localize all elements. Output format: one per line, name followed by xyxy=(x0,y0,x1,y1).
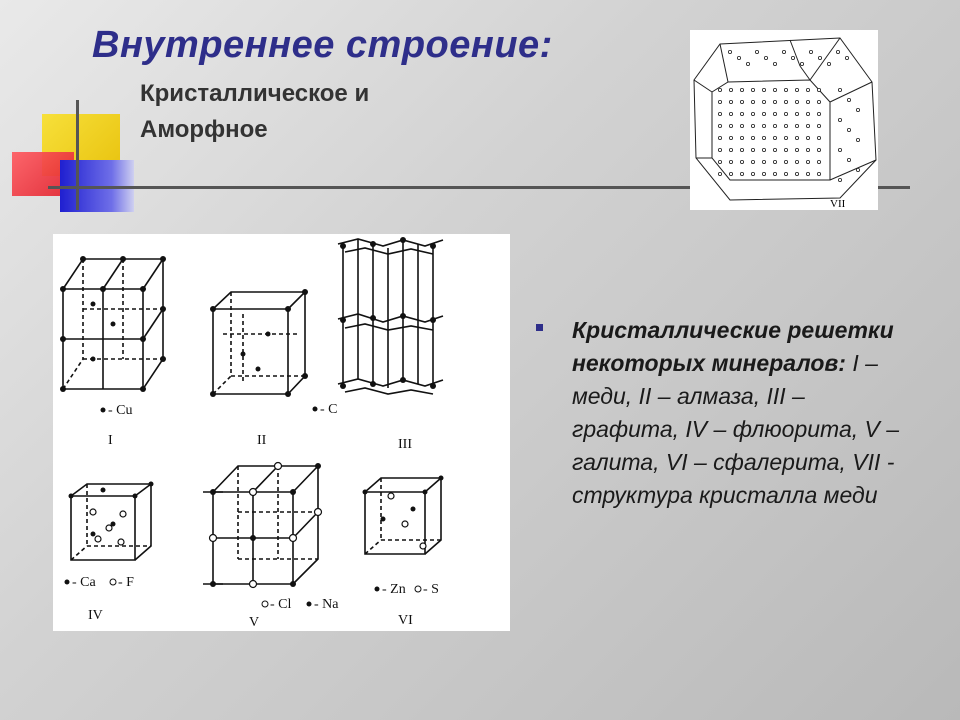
crystal-front-face xyxy=(712,80,830,180)
copper-atom xyxy=(762,112,765,115)
copper-atom xyxy=(856,138,859,141)
lattice-panel xyxy=(53,234,510,631)
legend-cl: - Cl xyxy=(270,597,292,612)
copper-atom xyxy=(809,50,812,53)
copper-atom xyxy=(806,160,809,163)
copper-atom xyxy=(755,50,758,53)
copper-atom xyxy=(817,136,820,139)
copper-atom xyxy=(762,100,765,103)
copper-atom xyxy=(784,124,787,127)
copper-atom xyxy=(806,136,809,139)
legend-zn: - Zn xyxy=(382,582,406,597)
copper-atom xyxy=(817,112,820,115)
copper-atom xyxy=(751,148,754,151)
copper-atom xyxy=(838,88,841,91)
copper-atom xyxy=(762,148,765,151)
legend-ca: - Ca xyxy=(72,575,96,590)
copper-atom xyxy=(764,56,767,59)
copper-atom xyxy=(773,136,776,139)
copper-atom xyxy=(740,112,743,115)
copper-atom xyxy=(751,88,754,91)
copper-atom xyxy=(751,136,754,139)
label-vii: VII xyxy=(830,198,846,210)
copper-atom xyxy=(729,160,732,163)
subtitle-line-2: Аморфное xyxy=(140,116,268,143)
copper-atom xyxy=(740,160,743,163)
copper-atom xyxy=(806,100,809,103)
copper-atom xyxy=(784,100,787,103)
copper-atom xyxy=(784,88,787,91)
copper-atom xyxy=(773,112,776,115)
copper-atom xyxy=(773,100,776,103)
copper-atom xyxy=(762,88,765,91)
copper-atom xyxy=(718,88,721,91)
lattice-svg xyxy=(53,234,510,631)
copper-atom xyxy=(795,148,798,151)
bullet-text xyxy=(572,314,906,512)
legend-s: - S xyxy=(423,582,439,597)
copper-atom xyxy=(845,56,848,59)
copper-atom xyxy=(718,124,721,127)
copper-atom xyxy=(836,50,839,53)
copper-atom xyxy=(795,136,798,139)
label-iii: III xyxy=(398,437,412,452)
copper-crystal-figure xyxy=(690,30,878,210)
label-v: V xyxy=(249,615,260,630)
bullet-marker xyxy=(536,324,543,331)
bullet-lead: Кристаллические решетки некоторых минералов: xyxy=(572,317,894,376)
copper-atom xyxy=(718,112,721,115)
copper-atom xyxy=(737,56,740,59)
copper-atom xyxy=(784,136,787,139)
copper-atom xyxy=(718,172,721,175)
copper-atom xyxy=(795,172,798,175)
copper-atom xyxy=(838,118,841,121)
legend-f: - F xyxy=(118,575,134,590)
lattice-iii-graphite xyxy=(338,239,443,394)
copper-atom xyxy=(773,172,776,175)
copper-atom xyxy=(773,88,776,91)
copper-atom xyxy=(817,172,820,175)
copper-atom xyxy=(762,172,765,175)
legend-na: - Na xyxy=(314,597,339,612)
copper-atom xyxy=(740,100,743,103)
legend-c: - C xyxy=(320,402,338,417)
copper-atom xyxy=(795,112,798,115)
page-title: Внутреннее строение: xyxy=(92,24,553,66)
copper-atom xyxy=(729,172,732,175)
copper-atom xyxy=(751,100,754,103)
divider-vertical xyxy=(76,100,79,210)
label-ii: II xyxy=(257,433,267,448)
label-vi: VI xyxy=(398,613,413,628)
copper-atom xyxy=(729,88,732,91)
copper-atom xyxy=(773,124,776,127)
copper-atom xyxy=(751,172,754,175)
copper-atom xyxy=(740,124,743,127)
copper-atom xyxy=(729,124,732,127)
copper-atom xyxy=(718,136,721,139)
copper-atom xyxy=(795,160,798,163)
copper-atom xyxy=(773,148,776,151)
copper-atom xyxy=(751,112,754,115)
lattice-vi-sphalerite xyxy=(365,478,441,554)
copper-atom xyxy=(762,124,765,127)
copper-atom xyxy=(817,88,820,91)
bullet-body: I – меди, II – алмаза, III – графита, IV – флюорита, V – галита, VI – сфалерита, VII - структура кристалла меди xyxy=(572,350,900,508)
copper-atom xyxy=(718,100,721,103)
copper-atom xyxy=(740,136,743,139)
copper-atom xyxy=(773,62,776,65)
copper-atom xyxy=(795,124,798,127)
copper-atom xyxy=(729,136,732,139)
copper-atom xyxy=(729,148,732,151)
copper-atom xyxy=(751,160,754,163)
lattice-v-halite xyxy=(203,466,318,584)
copper-atom xyxy=(740,88,743,91)
copper-atom xyxy=(762,160,765,163)
copper-atom xyxy=(827,62,830,65)
copper-atom xyxy=(782,50,785,53)
copper-atom xyxy=(817,160,820,163)
copper-atom xyxy=(817,148,820,151)
copper-atom xyxy=(795,88,798,91)
copper-atom xyxy=(718,148,721,151)
copper-atom xyxy=(838,178,841,181)
copper-atom xyxy=(784,160,787,163)
copper-atom xyxy=(856,108,859,111)
lattice-ii-diamond xyxy=(213,292,305,394)
copper-atom xyxy=(856,168,859,171)
copper-atom xyxy=(838,148,841,151)
copper-atom xyxy=(784,172,787,175)
legend-cu: - Cu xyxy=(108,403,133,418)
copper-atom xyxy=(751,124,754,127)
copper-atom xyxy=(791,56,794,59)
copper-atom xyxy=(718,160,721,163)
copper-atom xyxy=(800,62,803,65)
copper-atom xyxy=(740,172,743,175)
copper-atom xyxy=(806,124,809,127)
subtitle-line-1: Кристаллическое и xyxy=(140,80,370,107)
copper-atom xyxy=(806,88,809,91)
copper-atom xyxy=(784,112,787,115)
copper-atom xyxy=(784,148,787,151)
copper-atom xyxy=(806,148,809,151)
copper-atom xyxy=(746,62,749,65)
copper-atom xyxy=(728,50,731,53)
copper-atom xyxy=(847,128,850,131)
copper-atom xyxy=(729,100,732,103)
copper-crystal-svg xyxy=(690,30,878,210)
copper-atom xyxy=(740,148,743,151)
copper-atom xyxy=(806,112,809,115)
label-iv: IV xyxy=(88,608,103,623)
label-i: I xyxy=(108,433,113,448)
copper-atom xyxy=(817,124,820,127)
copper-atom xyxy=(795,100,798,103)
copper-atom xyxy=(847,98,850,101)
lattice-iv-fluorite xyxy=(71,484,151,560)
copper-atom xyxy=(806,172,809,175)
copper-atom xyxy=(817,100,820,103)
bullet-item xyxy=(536,314,906,512)
copper-atom xyxy=(762,136,765,139)
copper-atom xyxy=(818,56,821,59)
page-subtitle xyxy=(140,76,500,148)
copper-atom xyxy=(773,160,776,163)
copper-atom xyxy=(847,158,850,161)
copper-atom xyxy=(729,112,732,115)
